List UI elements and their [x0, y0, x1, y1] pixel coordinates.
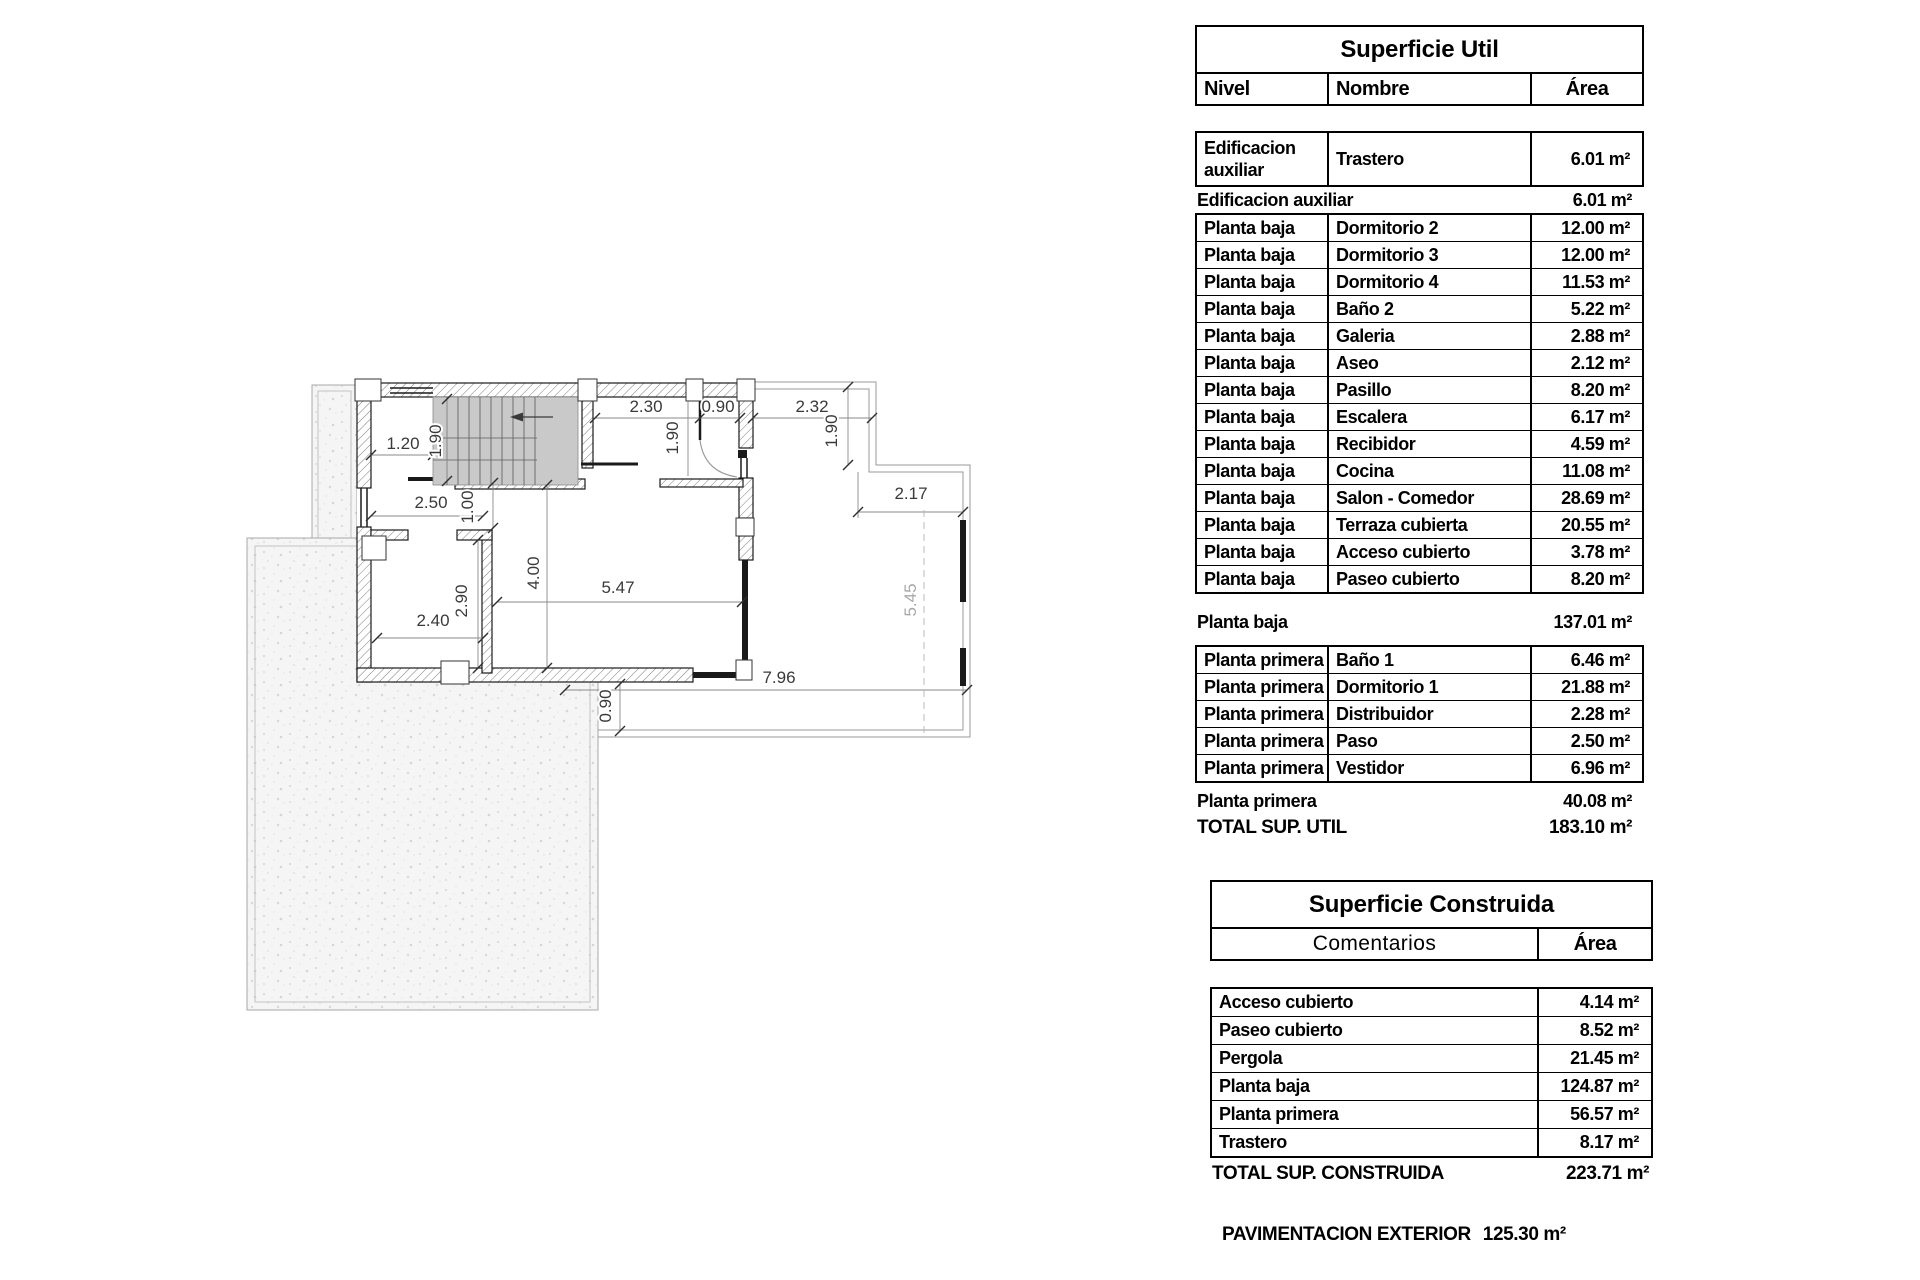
total-value: 223.71 m² [1565, 1163, 1649, 1184]
glazing-segment [960, 520, 966, 602]
cell-area: 56.57 m² [1537, 1101, 1651, 1128]
subtotal-value: 6.01 m² [1572, 189, 1632, 210]
table-row [1212, 989, 1651, 1016]
dimension-label: 5.45 [901, 583, 920, 617]
cell-area: 8.52 m² [1537, 1017, 1651, 1044]
dimension-label: 2.17 [894, 484, 928, 503]
table-row [1197, 430, 1642, 457]
cell-area: 2.88 m² [1530, 323, 1642, 349]
cell-nombre: Dormitorio 3 [1327, 242, 1530, 268]
cell-nombre: Terraza cubierta [1327, 512, 1530, 538]
cell-area: 21.45 m² [1537, 1045, 1651, 1072]
cell-nombre: Dormitorio 4 [1327, 269, 1530, 295]
cell-area: 11.08 m² [1530, 458, 1642, 484]
table-row [1197, 511, 1642, 538]
dimension-label: 2.90 [452, 584, 471, 618]
cell-area: 8.20 m² [1530, 566, 1642, 592]
dimension-label: 1.90 [426, 424, 445, 458]
cell-nombre: Dormitorio 1 [1327, 674, 1530, 700]
cell-nivel: Planta baja [1204, 244, 1295, 265]
table-title: Superficie Construida [1212, 882, 1651, 929]
dimension-label: 2.40 [416, 611, 450, 630]
cell-area: 2.12 m² [1530, 350, 1642, 376]
cell-area: 12.00 m² [1530, 242, 1642, 268]
dimension-label: 7.96 [762, 668, 796, 687]
subtotal-label: Edificacion auxiliar [1197, 189, 1354, 210]
cell-area: 2.50 m² [1530, 728, 1642, 754]
table-row [1197, 484, 1642, 511]
cell-area: 6.96 m² [1530, 755, 1642, 781]
cell-nombre: Paseo cubierto [1327, 566, 1530, 592]
table-row [1197, 215, 1642, 241]
planta-baja-rows [1195, 213, 1644, 594]
cell-nombre: Salon - Comedor [1327, 485, 1530, 511]
table-row [1197, 403, 1642, 430]
table-row [1197, 322, 1642, 349]
construida-rows [1210, 987, 1653, 1158]
cell-nivel: Planta baja [1204, 379, 1295, 400]
subtotal-planta-primera [1197, 788, 1632, 814]
cell-area: 6.17 m² [1530, 404, 1642, 430]
column-header-nivel: Nivel [1204, 77, 1250, 100]
cell-nivel: Planta primera [1204, 757, 1324, 778]
glazing-segment [960, 648, 966, 686]
table-row [1212, 1128, 1651, 1156]
table-row [1197, 457, 1642, 484]
cell-area: 11.53 m² [1530, 269, 1642, 295]
table-row [1197, 565, 1642, 592]
cell-nombre: Aseo [1327, 350, 1530, 376]
cell-nivel: Planta baja [1204, 271, 1295, 292]
cell-nivel: Planta baja [1204, 568, 1295, 589]
cell-comentario: Planta primera [1219, 1104, 1339, 1124]
floor-plan-drawing [180, 280, 1000, 1040]
table-row [1197, 673, 1642, 700]
cell-nivel: Planta baja [1204, 541, 1295, 562]
cell-area: 21.88 m² [1530, 674, 1642, 700]
table-row [1212, 1016, 1651, 1044]
staircase [433, 397, 578, 485]
cell-nivel: Planta baja [1204, 406, 1295, 427]
cell-nombre: Pasillo [1327, 377, 1530, 403]
cell-nivel: Planta baja [1204, 514, 1295, 535]
subtotal-planta-baja [1197, 604, 1632, 640]
table-row [1212, 1100, 1651, 1128]
table-row [1197, 700, 1642, 727]
cell-nivel: Planta baja [1204, 217, 1295, 238]
dimension-label: 2.32 [795, 397, 829, 416]
subtotal-label: Planta primera [1197, 790, 1317, 811]
total-label: TOTAL SUP. CONSTRUIDA [1212, 1163, 1444, 1184]
pavimentacion-exterior [1222, 1224, 1566, 1246]
subtotal-label: Planta baja [1197, 611, 1288, 632]
table-row [1197, 647, 1642, 673]
cell-nivel: Planta primera [1204, 703, 1324, 724]
column-header-nombre: Nombre [1327, 74, 1530, 104]
subtotal-value: 137.01 m² [1553, 611, 1632, 632]
cell-nivel: Planta baja [1204, 325, 1295, 346]
column-header-area: Área [1537, 929, 1651, 959]
cell-nombre: Baño 1 [1327, 647, 1530, 673]
cell-area: 12.00 m² [1530, 215, 1642, 241]
cell-nivel: Planta primera [1204, 649, 1324, 670]
table-row [1197, 241, 1642, 268]
cell-nivel: Planta baja [1204, 433, 1295, 454]
cell-comentario: Pergola [1219, 1048, 1283, 1068]
cell-nivel: Edificacion auxiliar [1204, 137, 1296, 180]
table-row [1197, 727, 1642, 754]
cell-nombre: Baño 2 [1327, 296, 1530, 322]
cell-area: 5.22 m² [1530, 296, 1642, 322]
planta-primera-rows [1195, 645, 1644, 783]
cell-nivel: Planta baja [1204, 298, 1295, 319]
cell-area: 4.14 m² [1537, 989, 1651, 1016]
dimension-label: 5.47 [601, 578, 635, 597]
table-row [1197, 268, 1642, 295]
total-sup-construida [1212, 1160, 1649, 1188]
cell-area: 6.46 m² [1530, 647, 1642, 673]
dimension-label: 1.00 [458, 490, 477, 524]
table-row [1197, 376, 1642, 403]
cell-area: 8.20 m² [1530, 377, 1642, 403]
table-row [1197, 349, 1642, 376]
cell-area: 4.59 m² [1530, 431, 1642, 457]
cell-nivel: Planta baja [1204, 460, 1295, 481]
dimension-label: 4.00 [524, 556, 543, 590]
cell-area: 6.01 m² [1530, 133, 1642, 185]
cell-nombre: Vestidor [1327, 755, 1530, 781]
table-row-edificacion-auxiliar [1195, 131, 1644, 187]
dimension-label: 1.90 [663, 421, 682, 455]
cell-area: 124.87 m² [1537, 1073, 1651, 1100]
cell-nombre: Dormitorio 2 [1327, 215, 1530, 241]
column-header-comentarios: Comentarios [1312, 932, 1437, 955]
table-row [1197, 538, 1642, 565]
cell-area: 8.17 m² [1537, 1129, 1651, 1156]
footer-label: PAVIMENTACION EXTERIOR [1222, 1224, 1471, 1245]
cell-area: 28.69 m² [1530, 485, 1642, 511]
dimension-label: 0.90 [701, 397, 735, 416]
table-row [1212, 1044, 1651, 1072]
cell-nombre: Paso [1327, 728, 1530, 754]
window-glazing [742, 560, 748, 672]
cell-nombre: Cocina [1327, 458, 1530, 484]
cell-nombre: Acceso cubierto [1327, 539, 1530, 565]
cell-nivel: Planta primera [1204, 676, 1324, 697]
cell-comentario: Acceso cubierto [1219, 992, 1354, 1012]
total-value: 183.10 m² [1548, 817, 1632, 838]
cell-nombre: Galeria [1327, 323, 1530, 349]
cell-comentario: Paseo cubierto [1219, 1020, 1343, 1040]
subtotal-edificacion-auxiliar [1197, 187, 1632, 213]
cell-area: 2.28 m² [1530, 701, 1642, 727]
cell-nombre: Escalera [1327, 404, 1530, 430]
cell-comentario: Planta baja [1219, 1076, 1310, 1096]
dimension-label: 2.30 [629, 397, 663, 416]
cell-area: 3.78 m² [1530, 539, 1642, 565]
cell-nivel: Planta primera [1204, 730, 1324, 751]
dimension-label: 2.50 [414, 493, 448, 512]
table-row [1197, 754, 1642, 781]
cell-nivel: Planta baja [1204, 352, 1295, 373]
cell-nombre: Recibidor [1327, 431, 1530, 457]
total-sup-util [1197, 814, 1632, 842]
total-label: TOTAL SUP. UTIL [1197, 817, 1347, 838]
subtotal-value: 40.08 m² [1563, 790, 1632, 811]
table-row [1197, 295, 1642, 322]
column-header-area: Área [1530, 74, 1642, 104]
dimension-label: 1.90 [822, 414, 841, 448]
cell-nombre: Trastero [1327, 133, 1530, 185]
dimension-label: 1.20 [386, 434, 420, 453]
superficie-util-header [1195, 25, 1644, 106]
footer-value: 125.30 m² [1482, 1224, 1566, 1245]
table-row [1212, 1072, 1651, 1100]
cell-nivel: Planta baja [1204, 487, 1295, 508]
dimension-label: 0.90 [596, 689, 615, 723]
superficie-construida-header [1210, 880, 1653, 961]
table-title: Superficie Util [1197, 27, 1642, 74]
cell-comentario: Trastero [1219, 1132, 1287, 1152]
cell-area: 20.55 m² [1530, 512, 1642, 538]
cell-nombre: Distribuidor [1327, 701, 1530, 727]
